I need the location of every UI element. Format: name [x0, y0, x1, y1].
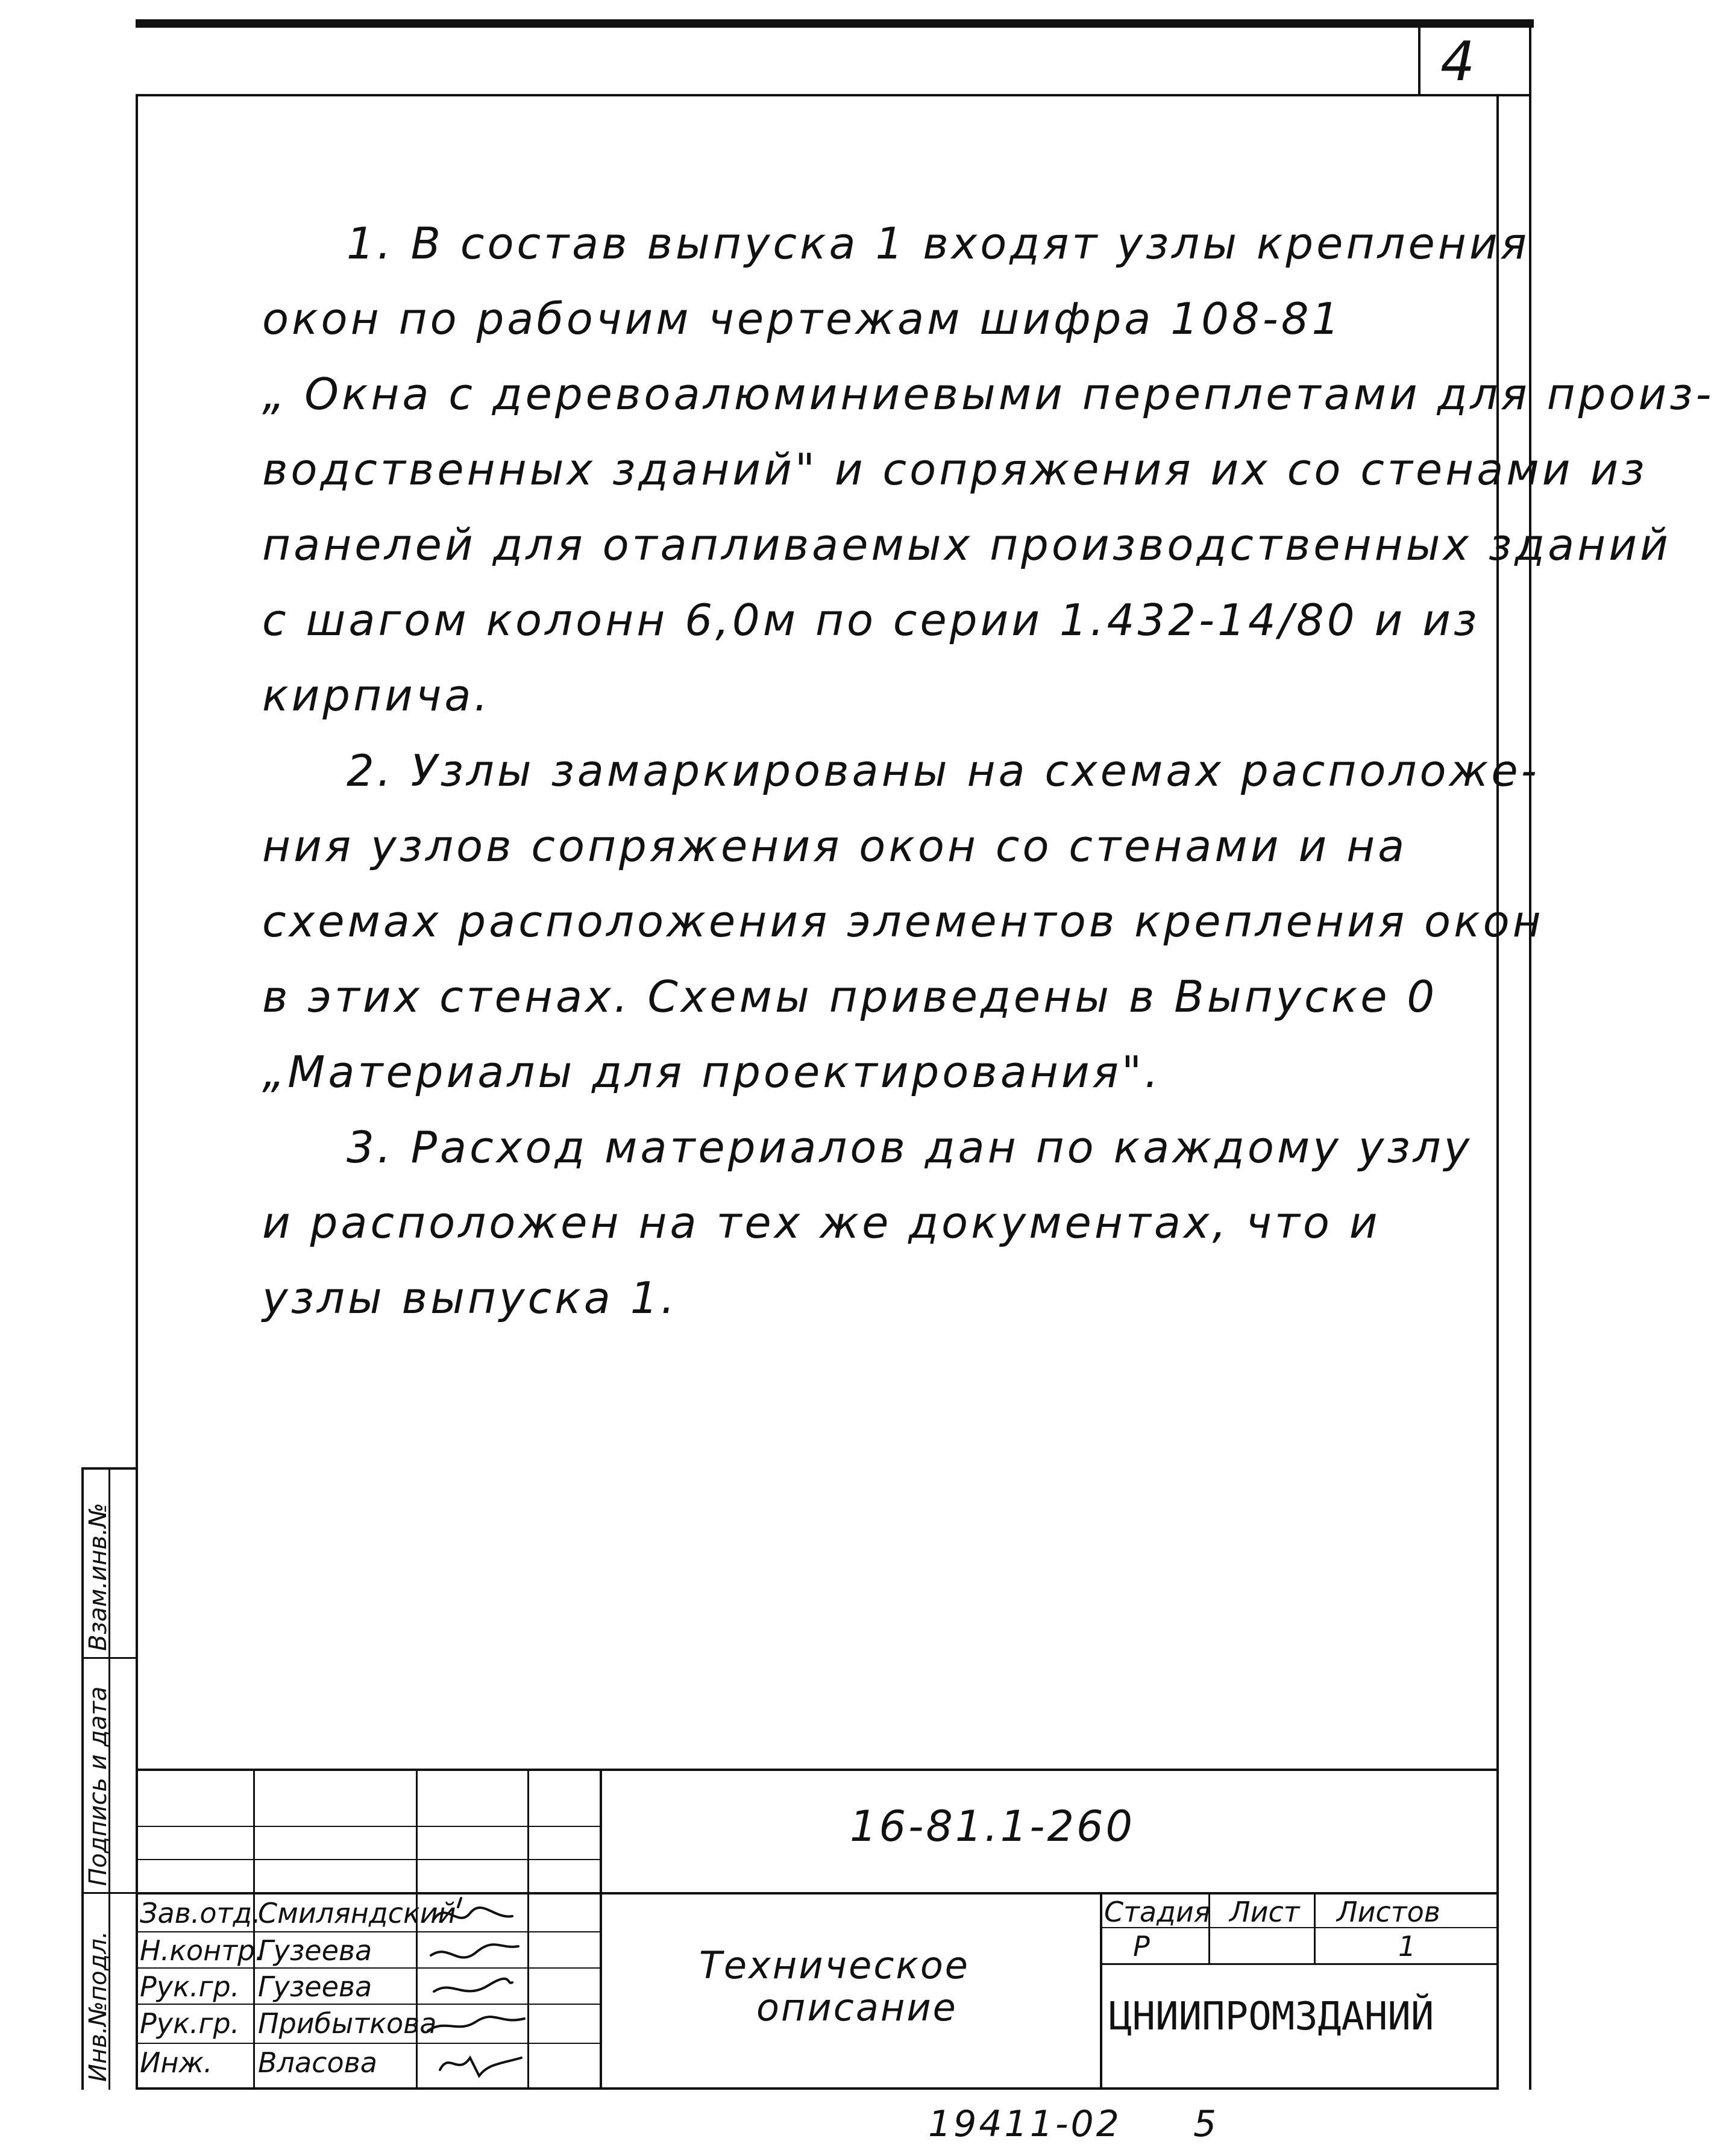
stamp-signature-date: Подпись и дата — [84, 1686, 112, 1886]
organization-name: ЦНИИПРОМЗДАНИЙ — [1109, 1995, 1434, 2039]
stage-value: Р — [1133, 1930, 1150, 1963]
sheet-corner-number: 4 — [1440, 30, 1475, 93]
body-line-15: узлы выпуска 1. — [262, 1273, 678, 1323]
body-line-13: 3. Расход материалов дан по каждому узлу — [347, 1122, 1473, 1173]
page-number: 5 — [1193, 2103, 1217, 2145]
signatory-name-5: Власова — [258, 2046, 377, 2079]
frame-left — [136, 94, 138, 2090]
body-line-3: „ Окна с деревоалюминиевыми переплетами для произ- — [262, 369, 1714, 419]
signatory-role-3: Рук.гр. — [140, 1970, 240, 2003]
signatory-name-1: Смиляндский — [258, 1897, 456, 1929]
archive-number: 19411-02 — [928, 2103, 1122, 2145]
stamp-inv-orig: Инв.№подл. — [84, 1931, 112, 2082]
tb-col-4 — [600, 1769, 602, 2090]
frame-top — [136, 94, 1499, 96]
body-line-7: кирпича. — [262, 670, 491, 721]
body-line-6: с шагом колонн 6,0м по серии 1.432-14/80 и из — [262, 595, 1480, 645]
corner-box-left — [1418, 28, 1420, 96]
signatory-name-2: Гузеева — [258, 1934, 372, 1967]
sheet-header: Лист — [1229, 1896, 1300, 1928]
tb-row-1 — [136, 1826, 600, 1827]
stamp-divider-1 — [81, 1657, 138, 1659]
stage-header: Стадия — [1104, 1896, 1211, 1928]
document-code: 16-81.1-260 — [850, 1802, 1135, 1851]
body-line-8: 2. Узлы замаркированы на схемах расположе- — [347, 745, 1540, 796]
body-line-12: „Материалы для проектирования". — [262, 1047, 1161, 1097]
frame-bottom — [136, 2087, 1499, 2090]
body-line-4: водственных зданий" и сопряжения их со стенами из — [262, 444, 1648, 495]
tb-row-2 — [136, 1859, 600, 1860]
sheets-header: Листов — [1337, 1896, 1440, 1928]
body-line-9: ния узлов сопряжения окон со стенами и на — [262, 821, 1408, 871]
signatory-name-4: Прибыткова — [258, 2007, 437, 2040]
signatory-role-4: Рук.гр. — [140, 2007, 240, 2040]
signatures-scribble — [422, 1895, 530, 2088]
body-line-14: и расположен на тех же документах, что и — [262, 1197, 1381, 1248]
stamp-left-edge — [81, 1467, 84, 2090]
signatory-name-3: Гузеева — [258, 1970, 372, 2003]
stamp-replaced-inv: Взам.инв.№ — [84, 1502, 112, 1651]
tb-top — [136, 1769, 1499, 1771]
body-line-1: 1. В состав выпуска 1 входят узлы крепления — [347, 218, 1530, 269]
tb-sheet-col — [1314, 1892, 1316, 1964]
document-title-line1: Техническое — [699, 1943, 970, 1987]
stamp-divider-2 — [81, 1892, 138, 1894]
stamp-top-line — [81, 1467, 138, 1470]
body-line-2: окон по рабочим чертежам шифра 108-81 — [262, 293, 1343, 344]
tb-right-divider — [1100, 1892, 1102, 2090]
signatory-role-5: Инж. — [140, 2046, 213, 2079]
tb-row-3 — [136, 1892, 1499, 1894]
right-outer-line — [1529, 19, 1531, 2090]
top-thick-border — [136, 19, 1534, 28]
sheets-value: 1 — [1398, 1930, 1416, 1963]
signatory-role-2: Н.контр. — [140, 1934, 264, 1967]
body-line-5: панелей для отапливаемых производственных зданий — [262, 519, 1671, 570]
document-title-line2: описание — [756, 1985, 958, 2029]
body-line-11: в этих стенах. Схемы приведены в Выпуске 0 — [262, 971, 1438, 1022]
tb-org-row — [1100, 1963, 1499, 1965]
signatory-role-1: Зав.отд. — [140, 1897, 261, 1929]
body-line-10: схемах расположения элементов крепления окон — [262, 896, 1544, 947]
